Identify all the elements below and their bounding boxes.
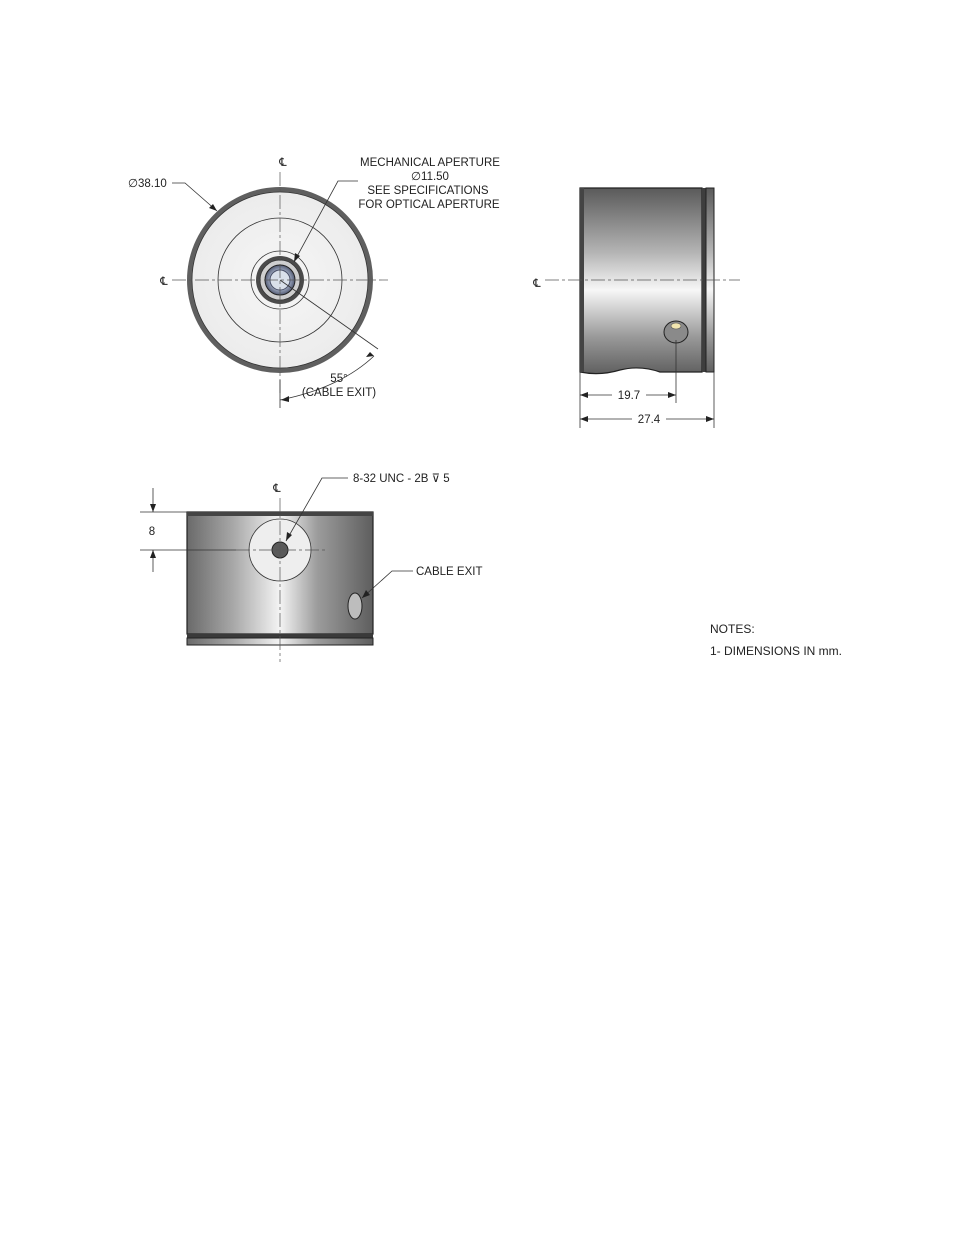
dim-short-arrow-left: [580, 392, 588, 398]
notes-title: NOTES:: [710, 622, 755, 636]
side-view: [532, 188, 740, 428]
aperture-note-1: SEE SPECIFICATIONS: [367, 185, 489, 197]
aperture-note-2: FOR OPTICAL APERTURE: [358, 199, 500, 211]
dim-short-arrow-right: [668, 392, 676, 398]
dim-long-arrow-right: [706, 416, 714, 422]
angle-arrow-right: [366, 352, 374, 357]
height-arrow-top: [150, 504, 156, 512]
cable-exit-label: CABLE EXIT: [416, 566, 483, 578]
side-cable-exit-highlight: [671, 323, 681, 329]
thread-label: 8-32 UNC - 2B ⊽ 5: [353, 473, 450, 485]
front-view: [128, 157, 500, 408]
notes-item-1: 1- DIMENSIONS IN mm.: [710, 644, 843, 658]
dim-short-label: 19.7: [617, 390, 641, 402]
front-centerline-left-label: ℄: [160, 276, 168, 288]
angle-arrow-left: [281, 396, 289, 402]
notes-block: [710, 622, 842, 658]
height-arrow-bottom: [150, 550, 156, 558]
bottom-view: [140, 473, 482, 662]
height-dim-label: 8: [148, 526, 156, 538]
outer-diameter-label: ∅38.10: [128, 178, 167, 190]
aperture-title: MECHANICAL APERTURE: [360, 157, 500, 169]
dim-long-arrow-left: [580, 416, 588, 422]
front-centerline-top-label: ℄: [279, 157, 287, 169]
bottom-cable-exit-hole: [348, 593, 362, 619]
dim-long-label: 27.4: [637, 414, 661, 426]
angle-label: 55°: [330, 373, 348, 385]
side-centerline-label: ℄: [533, 278, 541, 290]
aperture-diameter: ∅11.50: [411, 171, 449, 183]
bottom-centerline-label: ℄: [273, 483, 281, 495]
side-body: [580, 188, 702, 374]
angle-note: (CABLE EXIT): [301, 387, 377, 399]
